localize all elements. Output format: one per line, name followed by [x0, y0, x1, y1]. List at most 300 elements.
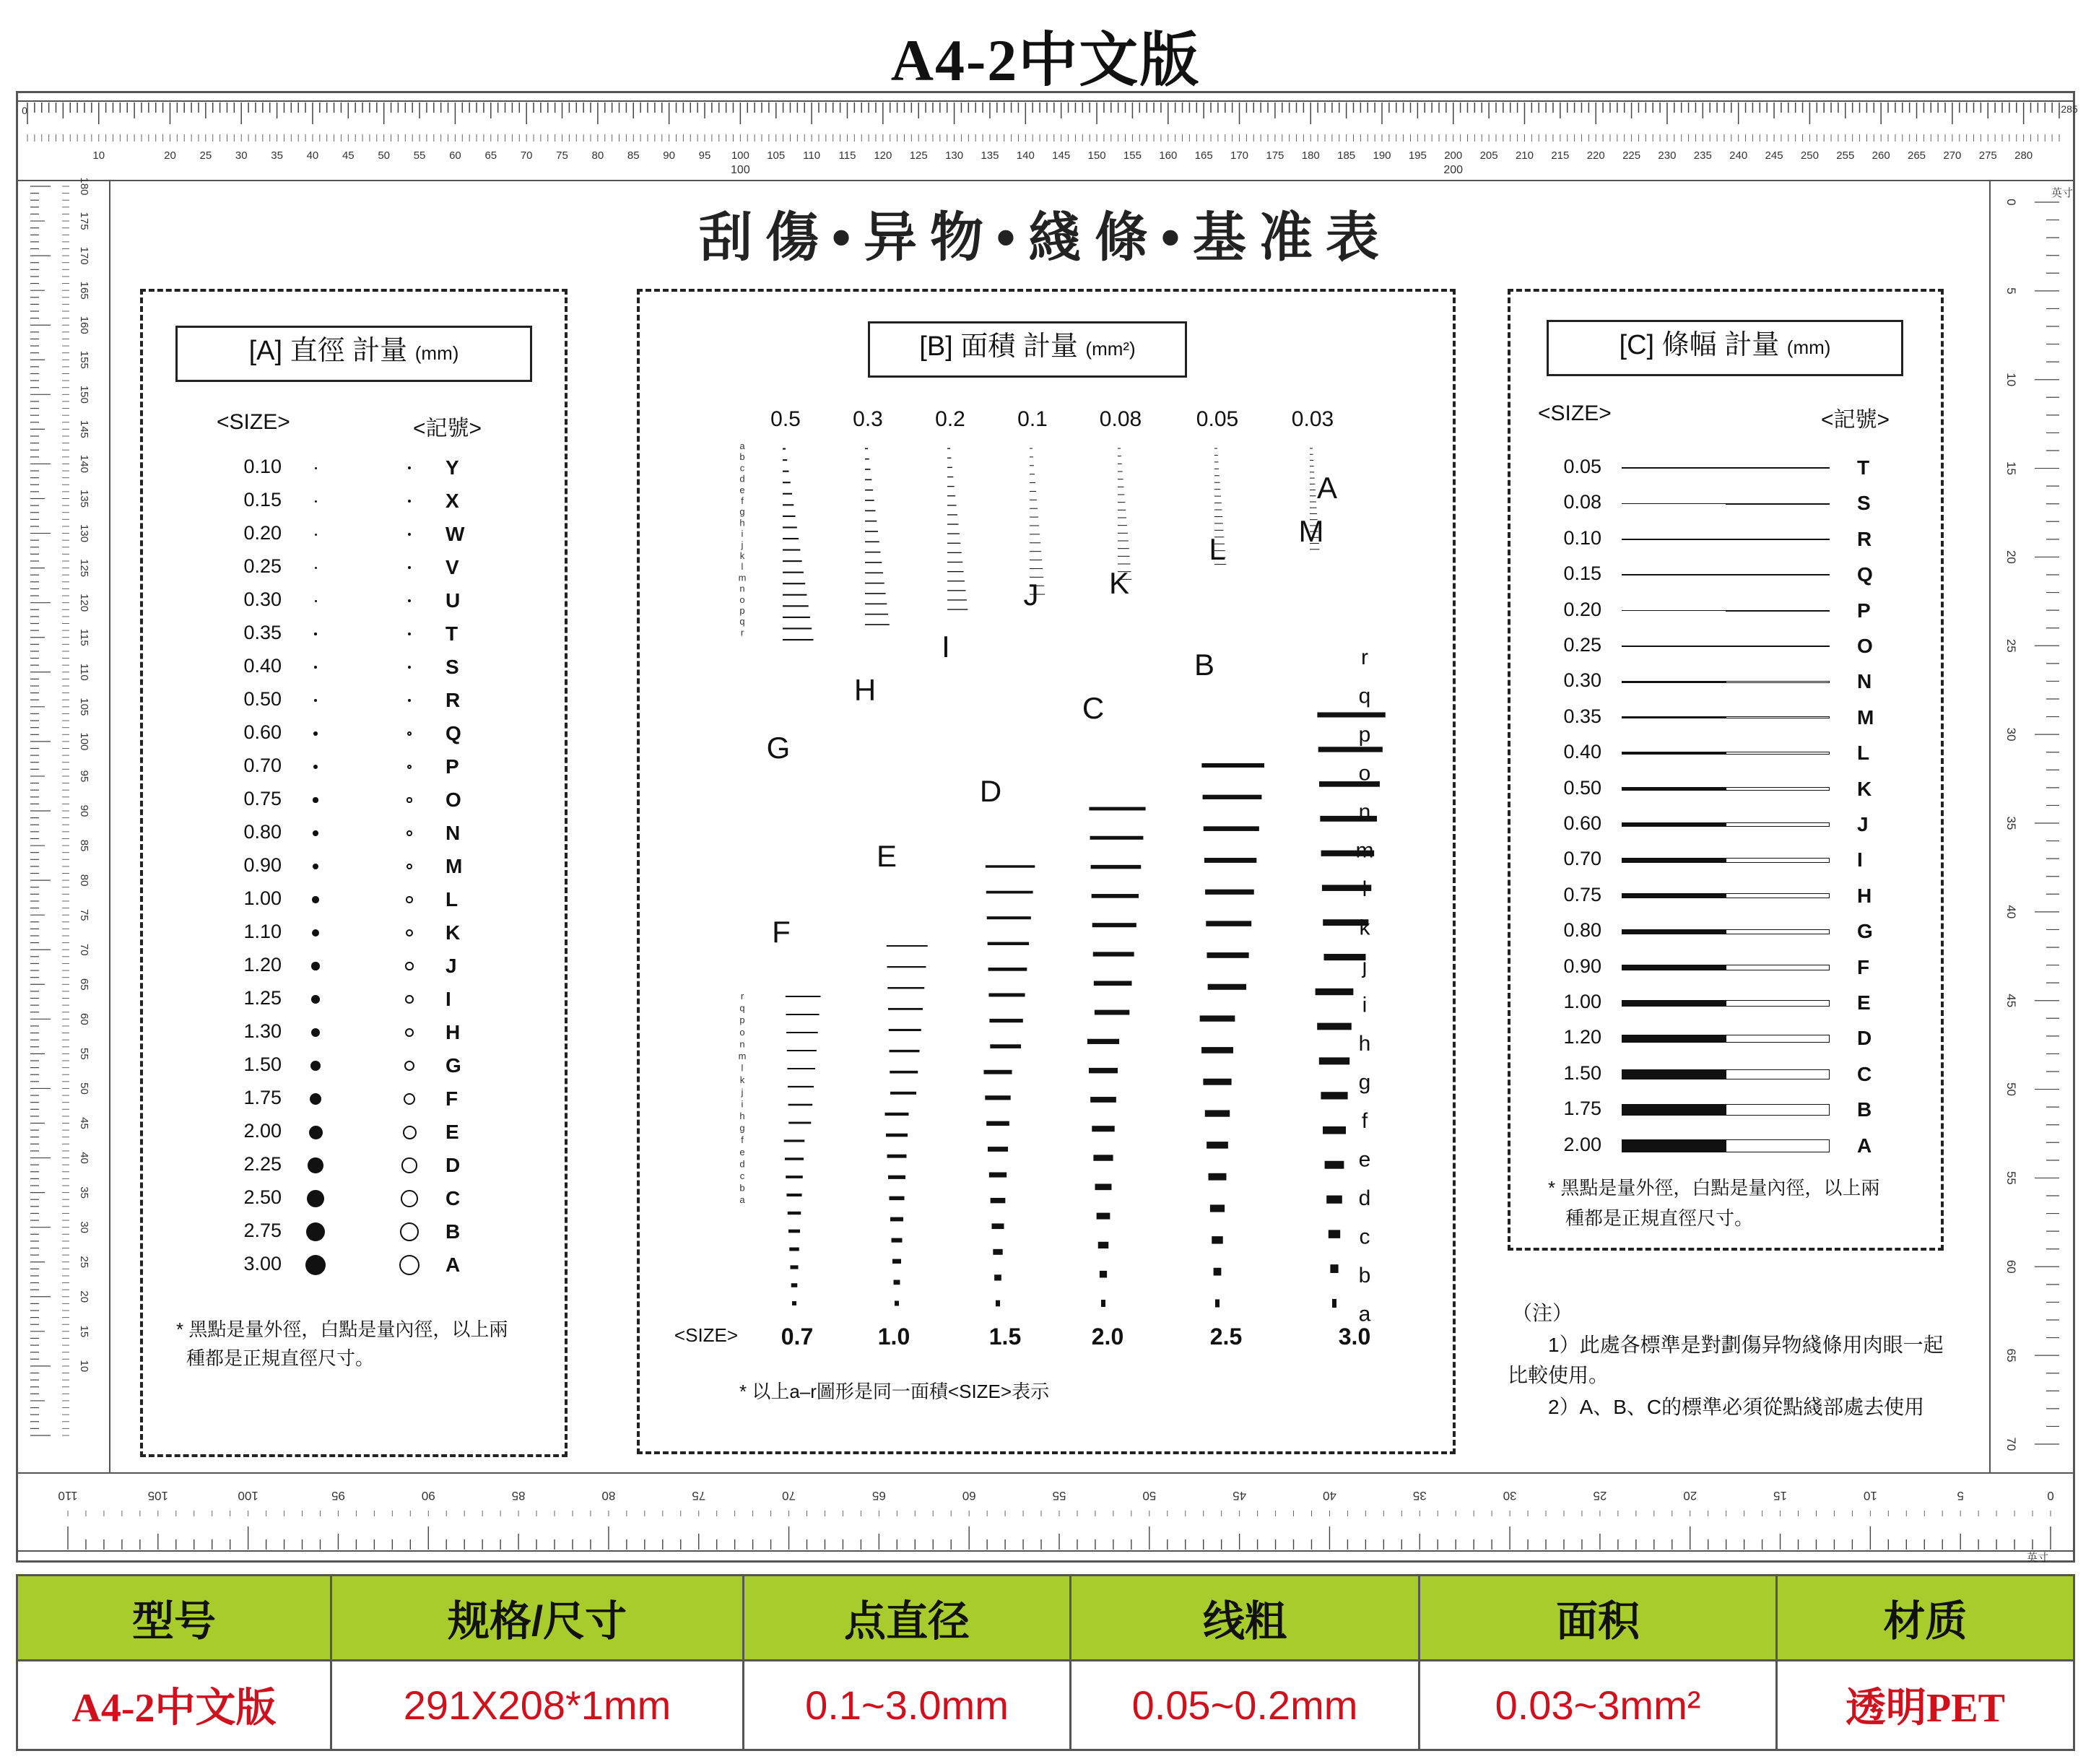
area-mark-top — [947, 448, 950, 449]
area-mark-top — [1030, 456, 1033, 457]
width-line-black — [1622, 503, 1726, 505]
ruler-label: 105 — [147, 1489, 169, 1503]
area-mark-bottom — [1090, 1097, 1116, 1103]
area-row-letter-top: l — [741, 561, 744, 573]
ruler-label: 55 — [413, 149, 426, 162]
spec-value-size: 291X208*1mm — [331, 1660, 744, 1750]
width-size-label: 0.10 — [1563, 526, 1601, 549]
area-top-size: 0.5 — [770, 407, 801, 431]
ruler-label: 45 — [342, 149, 355, 162]
ruler-label: 210 — [1515, 149, 1534, 162]
area-row-letter-top: g — [739, 506, 745, 518]
area-row-letter-bottom: m — [738, 1051, 747, 1061]
area-mark-bottom — [994, 1274, 1001, 1280]
area-mark-bottom — [1317, 1023, 1352, 1030]
ruler-label: 100 — [731, 164, 750, 176]
ruler-label: 25 — [2004, 638, 2018, 653]
area-mark-bottom — [1095, 1183, 1112, 1190]
area-mark-top — [865, 593, 886, 594]
width-code: R — [1857, 527, 1872, 550]
spec-value-line: 0.05~0.2mm — [1071, 1660, 1420, 1750]
area-mark-bottom — [1092, 1126, 1114, 1131]
area-mark-bottom — [887, 987, 924, 989]
area-row-letter-bottom: o — [739, 1026, 745, 1038]
ruler-label: 0 — [2047, 1489, 2054, 1503]
diameter-size-label: 1.25 — [243, 987, 282, 1009]
diameter-size-label: 2.25 — [243, 1153, 282, 1175]
ruler-label: 75 — [692, 1489, 706, 1503]
area-mark-top — [783, 493, 792, 495]
ruler-label: 5 — [2004, 287, 2018, 295]
area-bottom-size: 2.5 — [1209, 1324, 1243, 1350]
area-mark-bottom — [1093, 1155, 1113, 1160]
area-row-letter-right: c — [1359, 1225, 1370, 1249]
area-mark-top — [1214, 475, 1220, 476]
area-row-letter-bottom: r — [740, 991, 744, 1002]
area-mark-bottom — [1101, 1300, 1105, 1307]
area-mark-bottom — [988, 993, 1025, 996]
width-line-white — [1726, 681, 1830, 683]
area-mark-bottom — [1094, 981, 1132, 986]
width-line-white — [1726, 929, 1830, 934]
diameter-code: D — [445, 1154, 461, 1176]
area-mark-top — [865, 510, 876, 512]
ruler-label: 195 — [1408, 149, 1427, 162]
width-code: K — [1857, 777, 1872, 800]
area-mark-bottom — [1203, 1079, 1231, 1085]
area-row-letter-bottom: b — [739, 1182, 745, 1194]
diameter-size-label: 0.75 — [243, 788, 282, 809]
ruler-label: 20 — [1683, 1489, 1697, 1503]
width-line-black — [1622, 787, 1726, 791]
area-mark-bottom — [1330, 1264, 1338, 1273]
ruler-label: 40 — [2004, 905, 2018, 919]
ruler-label: 200 — [1444, 149, 1463, 162]
ruler-label: 225 — [1622, 149, 1641, 162]
area-mark-top — [865, 490, 873, 491]
spec-header-size: 规格/尺寸 — [331, 1576, 744, 1661]
area-letter-top: I — [942, 630, 950, 664]
width-line-white — [1726, 503, 1830, 505]
area-letter-top: M — [1298, 514, 1324, 548]
area-mark-top — [865, 521, 877, 522]
width-note-line1: * 黑點是量外徑，白點是量內徑，以上兩 — [1548, 1177, 1880, 1199]
area-mark-top — [1214, 530, 1224, 531]
area-mark-top — [865, 500, 874, 501]
area-mark-top — [783, 605, 809, 607]
area-mark-bottom — [888, 1008, 923, 1010]
diameter-code: L — [445, 888, 458, 911]
ruler-label: 30 — [2004, 727, 2018, 742]
diameter-size-label: 0.10 — [243, 456, 282, 477]
spec-header-row — [17, 1576, 2074, 1661]
area-mark-top — [1310, 478, 1315, 479]
area-row-letter-top: b — [739, 451, 745, 463]
width-size-label: 0.50 — [1563, 776, 1601, 799]
diameter-size-label: 3.00 — [243, 1253, 282, 1274]
area-row-letter-right: a — [1358, 1302, 1371, 1326]
width-note-line2: 種都是正規直徑尺寸。 — [1565, 1207, 1754, 1229]
ruler-label: 20 — [78, 1290, 90, 1303]
width-code: G — [1857, 920, 1873, 943]
area-bottom-size: 3.0 — [1338, 1324, 1371, 1350]
diameter-code: C — [445, 1187, 461, 1209]
ruler-label: 150 — [78, 385, 90, 404]
area-row-letter-top: i — [741, 528, 744, 539]
area-mark-bottom — [789, 1248, 799, 1251]
area-row-letter-right: j — [1362, 955, 1368, 978]
ruler-label: 275 — [1978, 149, 1997, 162]
width-code: N — [1857, 670, 1872, 693]
diameter-dot-black — [315, 600, 317, 602]
area-mark-bottom — [983, 1070, 1012, 1074]
diameter-code: T — [445, 622, 458, 645]
area-mark-bottom — [1201, 1047, 1233, 1053]
width-code: M — [1857, 705, 1874, 729]
ruler-label: 215 — [1551, 149, 1570, 162]
ruler-label: 130 — [945, 149, 964, 162]
area-mark-bottom — [1201, 763, 1264, 768]
notes-heading: （注） — [1512, 1302, 1573, 1324]
ruler-label: 95 — [698, 149, 711, 162]
ruler-label: 170 — [1230, 149, 1249, 162]
width-line-white — [1726, 574, 1830, 575]
width-line-black — [1622, 1104, 1726, 1116]
ruler-label: 85 — [627, 149, 640, 162]
area-letter-top: K — [1108, 566, 1130, 600]
width-line-black — [1622, 893, 1726, 898]
ruler-label: 150 — [1087, 149, 1106, 162]
ruler-label: 35 — [78, 1186, 90, 1199]
area-row-letter-bottom: i — [741, 1098, 744, 1110]
width-size-label: 0.25 — [1563, 634, 1601, 656]
diameter-code: J — [445, 955, 457, 977]
area-mark-top — [865, 531, 878, 532]
ruler-label: 230 — [1658, 149, 1677, 162]
diameter-dot-black — [311, 962, 319, 970]
diameter-size-label: 2.00 — [243, 1120, 282, 1142]
ruler-label: 30 — [235, 149, 248, 162]
ruler-label: 15 — [1773, 1489, 1788, 1503]
diameter-dot-black — [314, 633, 316, 635]
width-size-label: 0.05 — [1563, 456, 1601, 477]
width-line-white — [1726, 646, 1830, 647]
area-mark-top — [783, 627, 812, 629]
width-line-white — [1726, 610, 1830, 612]
diameter-dot-black — [313, 731, 318, 736]
width-line-black — [1622, 646, 1726, 647]
area-letter-bottom: E — [876, 839, 897, 873]
area-mark-top — [865, 448, 868, 450]
area-mark-top — [1118, 533, 1128, 534]
ruler-label: 50 — [78, 1082, 90, 1095]
ruler-label: 60 — [78, 1012, 90, 1025]
area-bottom-size: 1.5 — [988, 1324, 1022, 1350]
area-mark-top — [1118, 448, 1121, 449]
ruler-label: 85 — [78, 839, 90, 852]
diameter-dot-white — [407, 797, 412, 802]
area-mark-bottom — [885, 1113, 909, 1116]
diameter-code: N — [445, 822, 461, 844]
diameter-size-label: 0.25 — [243, 555, 282, 577]
area-row-letter-bottom: c — [739, 1170, 745, 1181]
area-mark-top — [947, 543, 960, 544]
diameter-code: R — [445, 689, 461, 711]
notes-line3: 2）A、B、C的標準必須從點綫部處去使用 — [1548, 1396, 1925, 1418]
width-code: O — [1857, 635, 1873, 657]
area-mark-bottom — [1097, 1213, 1110, 1220]
diameter-size-header: <SIZE> — [217, 410, 290, 434]
area-row-letter-top: f — [741, 495, 744, 506]
diameter-note-line1: * 黑點是量外徑，白點是量內徑，以上兩 — [176, 1318, 508, 1340]
area-mark-bottom — [1208, 984, 1246, 990]
area-mark-top — [1214, 461, 1218, 462]
area-row-letter-top: r — [740, 627, 744, 638]
width-line-white — [1726, 752, 1830, 755]
area-mark-bottom — [894, 1280, 900, 1285]
area-mark-bottom — [788, 1212, 801, 1215]
diameter-code: K — [445, 921, 461, 944]
area-mark-bottom — [986, 1121, 1009, 1126]
area-letter-bottom: B — [1194, 648, 1215, 682]
area-mark-bottom — [1324, 954, 1366, 960]
area-mark-bottom — [790, 1265, 798, 1269]
area-row-letter-right: g — [1358, 1070, 1371, 1095]
panel-diameter-title-text: [A] 直徑 計量 — [248, 336, 408, 366]
ruler-label: 155 — [1123, 149, 1142, 162]
width-code-header: <記號> — [1821, 408, 1890, 432]
diameter-size-label: 0.30 — [243, 588, 282, 610]
area-row-letter-bottom: n — [739, 1038, 745, 1050]
area-mark-bottom — [784, 1139, 805, 1142]
ruler-label: 65 — [484, 149, 497, 162]
diameter-dot-black — [307, 1190, 324, 1207]
ruler-label: 45 — [1233, 1489, 1247, 1503]
width-line-white — [1726, 1104, 1830, 1116]
area-mark-bottom — [1212, 1236, 1222, 1243]
area-mark-bottom — [1204, 826, 1259, 831]
area-row-letter-top: k — [739, 550, 745, 561]
ruler-label: 50 — [2004, 1082, 2018, 1097]
panel-area-unit: (mm²) — [1085, 338, 1136, 360]
diameter-code: P — [445, 755, 459, 778]
diameter-size-label: 0.70 — [243, 755, 282, 776]
spec-value-dot: 0.1~3.0mm — [744, 1660, 1071, 1750]
area-top-size: 0.05 — [1196, 407, 1239, 431]
ruler-label: 95 — [78, 770, 90, 783]
area-row-letter-top: o — [739, 594, 745, 605]
spec-table — [16, 1574, 2075, 1751]
width-size-label: 0.35 — [1563, 705, 1601, 727]
width-line-black — [1622, 929, 1726, 934]
panel-width-title-text: [C] 條幅 計量 — [1619, 330, 1780, 360]
area-row-letter-bottom: p — [739, 1014, 745, 1026]
width-line-black — [1622, 965, 1726, 970]
area-mark-bottom — [786, 1014, 819, 1015]
ruler-label: 20 — [164, 149, 176, 162]
area-row-letter-top: p — [739, 605, 745, 616]
width-code: P — [1857, 599, 1871, 622]
area-row-letter-right: e — [1358, 1147, 1371, 1172]
panel-diameter — [140, 289, 568, 1457]
area-mark-bottom — [1095, 1010, 1129, 1015]
area-row-letter-right: m — [1355, 838, 1374, 863]
diameter-code-header: <記號> — [413, 417, 482, 440]
area-mark-top — [1310, 460, 1313, 461]
area-top-size: 0.2 — [935, 407, 965, 431]
diameter-dot-black — [315, 500, 317, 503]
area-mark-bottom — [1093, 952, 1134, 956]
ruler-label: 180 — [1301, 149, 1320, 162]
width-size-label: 0.30 — [1563, 669, 1601, 692]
area-mark-top — [1310, 448, 1313, 449]
area-row-letter-top: j — [741, 539, 744, 550]
area-row-letter-top: h — [739, 517, 745, 529]
width-size-label: 0.60 — [1563, 812, 1601, 834]
ruler-label: 110 — [58, 1489, 78, 1503]
ruler-label: 80 — [601, 1489, 616, 1503]
area-mark-top — [783, 538, 799, 539]
ruler-label: 65 — [78, 978, 90, 991]
area-top-size: 0.3 — [853, 407, 883, 431]
area-row-letter-top: c — [739, 462, 745, 474]
diameter-dot-white — [405, 995, 414, 1004]
ruler-label: 140 — [1016, 149, 1035, 162]
width-line-black — [1622, 716, 1726, 718]
diameter-note-line2: 種都是正規直徑尺寸。 — [186, 1347, 375, 1369]
area-mark-bottom — [988, 1147, 1008, 1152]
area-mark-bottom — [890, 1196, 905, 1201]
width-line-white — [1726, 1069, 1830, 1079]
area-mark-bottom — [892, 1238, 903, 1243]
width-code: Q — [1857, 563, 1873, 586]
panel-width-title — [1547, 320, 1903, 376]
area-mark-bottom — [988, 942, 1029, 945]
diameter-size-label: 1.30 — [243, 1020, 282, 1042]
area-mark-bottom — [786, 996, 821, 997]
width-line-white — [1726, 893, 1830, 898]
area-mark-bottom — [788, 1104, 813, 1106]
area-top-size: 0.08 — [1099, 407, 1142, 431]
area-mark-bottom — [1089, 807, 1145, 811]
area-mark-top — [865, 552, 881, 553]
ruler-label: 235 — [1693, 149, 1712, 162]
panel-area-title — [868, 321, 1187, 378]
area-row-letter-top: d — [739, 473, 745, 485]
area-mark-top — [1118, 556, 1130, 557]
diameter-dot-white — [406, 896, 413, 903]
area-row-letter-right: q — [1358, 684, 1371, 708]
area-mark-bottom — [788, 1230, 800, 1233]
diameter-code: X — [445, 490, 459, 512]
ruler-label: 175 — [78, 212, 90, 230]
width-line-black — [1622, 752, 1726, 755]
diameter-code: O — [445, 788, 461, 811]
diameter-code: I — [445, 988, 451, 1010]
ruler-label: 90 — [78, 804, 90, 817]
ruler-label: 60 — [449, 149, 461, 162]
area-mark-top — [1030, 551, 1041, 552]
area-row-letter-right: p — [1358, 723, 1371, 747]
area-mark-top — [1310, 484, 1315, 485]
width-size-label: 0.80 — [1563, 919, 1601, 942]
ruler-label: 120 — [78, 594, 90, 612]
diameter-dot-white — [408, 533, 411, 536]
ruler-label: 30 — [78, 1221, 90, 1234]
ruler-label: 180 — [78, 177, 90, 196]
area-mark-bottom — [792, 1301, 796, 1305]
spec-header-model: 型号 — [17, 1576, 331, 1661]
width-line-white — [1726, 716, 1830, 718]
width-code: F — [1857, 955, 1870, 978]
area-row-letter-right: n — [1358, 800, 1371, 824]
area-mark-top — [783, 448, 786, 450]
area-mark-bottom — [1321, 1092, 1347, 1099]
area-letter-top: J — [1023, 578, 1039, 612]
area-chart — [637, 390, 1456, 1365]
ruler-label: 60 — [2004, 1259, 2018, 1274]
width-line-black — [1622, 610, 1726, 612]
ruler-label: 70 — [2004, 1437, 2018, 1451]
area-mark-bottom — [1323, 1126, 1346, 1134]
area-mark-bottom — [1206, 921, 1251, 926]
ruler-label: 100 — [731, 149, 749, 162]
ruler-label: 30 — [1503, 1489, 1517, 1503]
ruler-label: 185 — [1337, 149, 1356, 162]
area-mark-top — [1030, 508, 1038, 509]
diameter-code: Q — [445, 722, 461, 744]
ruler-label: 190 — [1373, 149, 1391, 162]
spec-value-material: 透明PET — [1777, 1660, 2074, 1750]
area-mark-top — [1310, 502, 1316, 503]
ruler-label: 280 — [2014, 149, 2033, 162]
area-mark-bottom — [890, 1071, 918, 1074]
width-line-black — [1622, 574, 1726, 575]
ruler-label: 270 — [1943, 149, 1962, 162]
ruler-label: 145 — [1052, 149, 1071, 162]
ruler-label: 245 — [1765, 149, 1783, 162]
width-size-label: 0.70 — [1563, 848, 1601, 870]
diameter-code: E — [445, 1121, 459, 1143]
area-mark-top — [1030, 542, 1040, 543]
area-top-size: 0.03 — [1291, 407, 1334, 431]
area-mark-top — [783, 549, 800, 551]
area-mark-top — [1118, 548, 1129, 549]
area-mark-top — [783, 560, 802, 562]
area-mark-bottom — [1091, 865, 1142, 869]
area-mark-top — [1118, 564, 1131, 565]
ruler-label: 255 — [1836, 149, 1855, 162]
area-mark-bottom — [989, 1019, 1022, 1022]
ruler-label: 140 — [78, 454, 90, 473]
diameter-code: W — [445, 523, 465, 545]
area-mark-bottom — [788, 1086, 814, 1087]
area-mark-bottom — [989, 1173, 1007, 1178]
area-mark-top — [865, 469, 871, 470]
area-mark-bottom — [787, 1068, 815, 1069]
diameter-size-label: 1.20 — [243, 954, 282, 976]
width-size-label: 1.00 — [1563, 991, 1601, 1012]
ruler-label: 15 — [2004, 461, 2018, 476]
area-mark-top — [947, 514, 957, 515]
area-letter-bottom: C — [1082, 691, 1105, 725]
area-row-letter-bottom: q — [739, 1002, 745, 1014]
diameter-size-label: 2.75 — [243, 1220, 282, 1241]
area-mark-bottom — [991, 1198, 1006, 1203]
ruler-label: 205 — [1479, 149, 1498, 162]
area-mark-top — [1214, 496, 1221, 497]
area-mark-bottom — [785, 1157, 804, 1160]
